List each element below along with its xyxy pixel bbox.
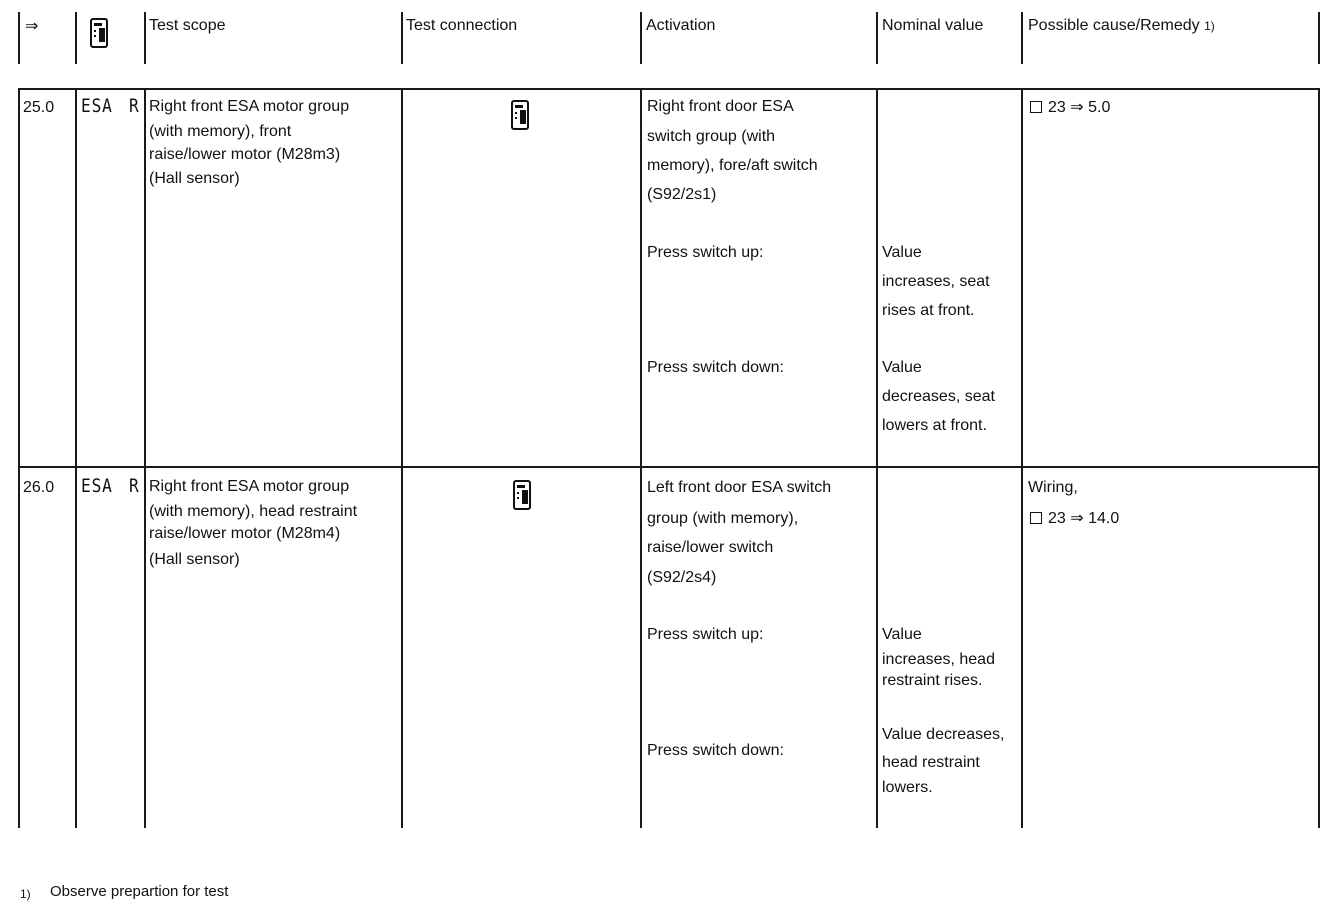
header-arrow: ⇒ — [25, 18, 39, 35]
grid-line — [1021, 12, 1023, 64]
diagnostic-tester-icon — [512, 480, 532, 510]
footnote-marker: 1) — [20, 887, 31, 901]
grid-line — [75, 88, 77, 828]
header-test-scope: Test scope — [149, 17, 226, 34]
activation-line: memory), fore/aft switch — [647, 157, 818, 174]
grid-line — [640, 12, 642, 64]
header-test-connection: Test connection — [406, 17, 518, 34]
header-activation: Activation — [646, 17, 716, 34]
scope-line: raise/lower motor (M28m4) — [149, 525, 341, 542]
nominal-up-line: increases, seat — [882, 273, 990, 290]
checkbox-square-icon — [1030, 101, 1042, 113]
nominal-up-line: Value — [882, 244, 922, 261]
activation-line: switch group (with — [647, 128, 776, 145]
press-switch-up: Press switch up: — [647, 244, 764, 261]
grid-line — [401, 88, 403, 828]
activation-line: Left front door ESA switch — [647, 479, 832, 496]
activation-line: raise/lower switch — [647, 539, 774, 556]
activation-line: (S92/2s4) — [647, 569, 717, 586]
nominal-up-line: increases, head — [882, 651, 995, 668]
header-nominal-value: Nominal value — [882, 17, 984, 34]
lcd-display-text: ESA — [81, 95, 113, 117]
nominal-down-line: decreases, seat — [882, 388, 995, 405]
scope-line: Right front ESA motor group — [149, 478, 350, 495]
activation-line: group (with memory), — [647, 510, 799, 527]
grid-line — [1021, 88, 1023, 828]
remedy-wiring: Wiring, — [1028, 479, 1078, 496]
nominal-up-line: Value — [882, 626, 922, 643]
activation-line: (S92/2s1) — [647, 186, 717, 203]
nominal-down-line: lowers at front. — [882, 417, 987, 434]
grid-line — [18, 466, 1320, 468]
grid-line — [401, 12, 403, 64]
remedy-reference[interactable] — [1030, 98, 1110, 118]
scope-line: (Hall sensor) — [149, 551, 240, 568]
scope-line: (Hall sensor) — [149, 170, 240, 187]
grid-line — [876, 88, 878, 828]
remedy-reference-label: 23 ⇒ 14.0 — [1048, 510, 1120, 527]
footnote-text: Observe prepartion for test — [50, 883, 229, 900]
scope-line: Right front ESA motor group — [149, 98, 350, 115]
nominal-down-line: lowers. — [882, 779, 933, 796]
grid-line — [144, 88, 146, 828]
step-number: 25.0 — [23, 99, 55, 116]
grid-line — [18, 88, 20, 828]
grid-line — [1318, 12, 1320, 64]
remedy-reference-label: 23 ⇒ 5.0 — [1048, 99, 1111, 116]
grid-line — [18, 12, 20, 64]
header-possible-cause-label: Possible cause/Remedy — [1028, 17, 1200, 34]
scope-line: (with memory), front — [149, 123, 292, 140]
nominal-down-line: Value decreases, — [882, 726, 1005, 743]
header-possible-cause — [1028, 16, 1215, 36]
step-number: 26.0 — [23, 479, 55, 496]
press-switch-down: Press switch down: — [647, 359, 784, 376]
grid-line — [75, 12, 77, 64]
grid-line — [640, 88, 642, 828]
header-footnote-ref: 1) — [1204, 19, 1215, 33]
scope-line: (with memory), head restraint — [149, 503, 358, 520]
nominal-down-line: Value — [882, 359, 922, 376]
checkbox-square-icon — [1030, 512, 1042, 524]
grid-line — [18, 88, 1320, 90]
nominal-down-line: head restraint — [882, 754, 980, 771]
nominal-up-line: rises at front. — [882, 302, 975, 319]
diagnostic-tester-icon — [89, 18, 109, 48]
press-switch-up: Press switch up: — [647, 626, 764, 643]
lcd-display-suffix: R — [129, 95, 140, 117]
diagnostic-tester-icon — [510, 100, 530, 130]
grid-line — [144, 12, 146, 64]
grid-line — [1318, 88, 1320, 828]
remedy-reference[interactable] — [1030, 509, 1119, 529]
lcd-display-suffix: R — [129, 475, 140, 497]
scope-line: raise/lower motor (M28m3) — [149, 146, 341, 163]
press-switch-down: Press switch down: — [647, 742, 784, 759]
grid-line — [876, 12, 878, 64]
activation-line: Right front door ESA — [647, 98, 794, 115]
lcd-display-text: ESA — [81, 475, 113, 497]
nominal-up-line: restraint rises. — [882, 672, 983, 689]
